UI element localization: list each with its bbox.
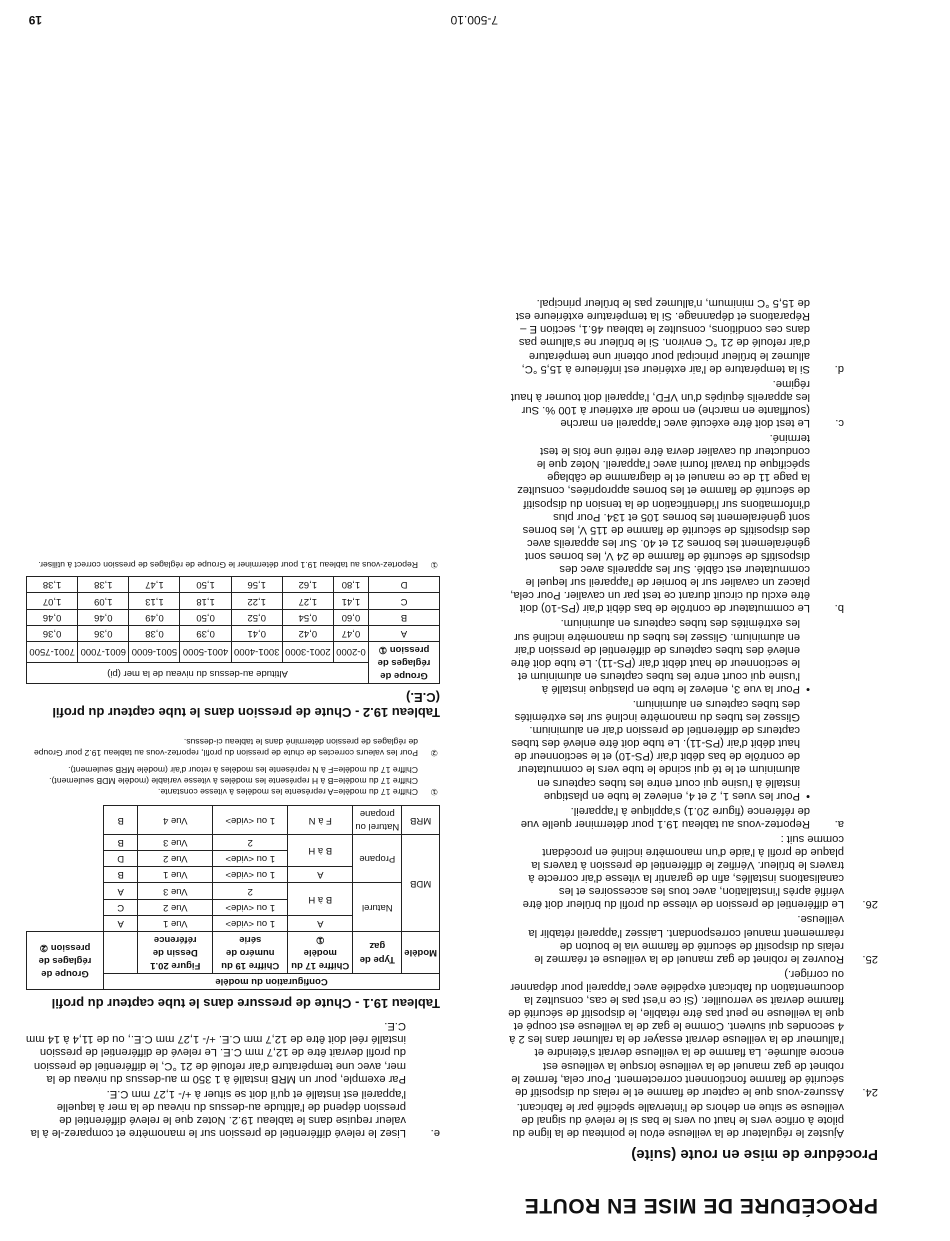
- table-cell: 2: [213, 835, 288, 851]
- substep-letter: a.: [834, 817, 844, 830]
- table-header: [288, 931, 353, 973]
- bullet-icon: •: [806, 789, 810, 802]
- substep-letter: b.: [834, 602, 844, 615]
- substep-a: [508, 616, 844, 830]
- substep-text: Reportez-vous au tableau 19.1 pour déterminer quelle vue de référence (figure 20.1) s'applique à l'appareil.: [520, 804, 810, 830]
- paragraph: Ajustez le régulateur de la veilleuse et/ou le pointeau de la ligne du pilote à orifice vers le haut ou vers le bas si le relevé du signal de veilleuse se situe en dehors de l'intervalle spécifié par le fabricant.: [512, 1100, 844, 1139]
- table-cell: 1,47: [129, 577, 180, 593]
- table-cell: D: [104, 851, 138, 867]
- table-cell: 1,27: [282, 593, 333, 609]
- table-cell: A: [288, 915, 353, 931]
- page-number: 19: [28, 13, 42, 27]
- table-cell: 2001-3000: [282, 641, 333, 662]
- table-cell: 1 ou <vide>: [213, 915, 288, 931]
- bullet-text: Pour la vue 3, enlevez le tube en plastique installé à l'usine qui court entre les tubes capteurs en aluminium et le sectionneur de haut débit d'air (PS-11). Le tube doit être enlevé des tubes capteurs de différentiel de pression d'air en aluminium. Glissez les tubes du manomètre incliné sur les extrémités des tubes capteurs en aluminium.: [510, 617, 800, 695]
- table-cell: 0,39: [180, 625, 231, 641]
- table-cell: B: [104, 835, 138, 851]
- table-cell: Vue 1: [138, 915, 213, 931]
- table-row: [27, 662, 440, 683]
- table-row: [27, 625, 440, 641]
- table-cell: 7001-7500: [27, 641, 78, 662]
- table-cell: Vue 3: [138, 883, 213, 899]
- table-cell: Naturel ou propane: [353, 806, 402, 835]
- table-cell: 0,54: [282, 609, 333, 625]
- example-text: Par exemple, pour un MRB installé à 1 350 m au-dessus du niveau de la mer, avec une température d'air refoulé de 21 °C, le différentiel de pression du profil devrait être de 12,7 mm C.E. Le relevé de différentiel de pression installé réel doit être de 12,7 mm C.E. +/- 1,27 mm C.E., ou de 11,4 à 14 mm C.E.: [25, 1020, 406, 1085]
- step-text: Le différentiel de pression de vitesse du profil du brûleur doit être vérifié après l'installation, avec tous les accessoires et les canalisations installés, afin de garantir la vitesse d'air correcte à travers le brûleur. Vérifiez le différentiel de pression à travers la plaque de profil à l'aide d'un manomètre incliné en procédant comme suit :: [522, 832, 844, 911]
- table-cell: 1,56: [231, 577, 282, 593]
- left-column: [508, 294, 878, 1139]
- table-cell: 0-2000: [333, 641, 368, 662]
- table-cell: Vue 2: [138, 851, 213, 867]
- table-header: Modèle: [402, 931, 440, 973]
- table-cell: 5001-6000: [129, 641, 180, 662]
- table-cell: Vue 4: [138, 806, 213, 835]
- footnote-text: Pour les valeurs correctes de chute de pression du profil, reportez-vous au tableau 19.2 pour Groupe de réglages de pression déterminé dans le tableau ci-dessus.: [33, 737, 418, 759]
- table-cell: 0,49: [129, 609, 180, 625]
- table-cell: 1,38: [78, 577, 129, 593]
- table-cell: 1 ou <vide>: [213, 899, 288, 915]
- substep-e: [22, 1019, 440, 1139]
- table-header: Type de gaz: [353, 931, 402, 973]
- table-cell: B: [104, 806, 138, 835]
- table-cell: 1,38: [27, 577, 78, 593]
- table-cell: A: [104, 915, 138, 931]
- table-19-1: [26, 805, 440, 990]
- step-text: Rouvrez le robinet de gaz manuel de la veilleuse et réarmez le relais du dispositif de sécurité de flamme via le bouton de réarmement manuel correspondant. Laissez l'appareil rétablir la veilleuse.: [528, 913, 844, 965]
- substep-d: [508, 296, 844, 375]
- table-cell: 1,50: [180, 577, 231, 593]
- footnote-3: [22, 559, 440, 570]
- table-cell: 6001-7000: [78, 641, 129, 662]
- table-cell: 1,62: [282, 577, 333, 593]
- table-cell: 0,47: [333, 625, 368, 641]
- table-cell: 2: [213, 883, 288, 899]
- section-subtitle: Procédure de mise en route (suite): [631, 1146, 878, 1163]
- footnote-text: Reportez-vous au tableau 19.1 pour déterminer le Groupe de réglages de pression correct à utiliser.: [38, 560, 418, 571]
- substep-letter: e.: [430, 1127, 440, 1139]
- footnote-marker: ①: [316, 933, 325, 945]
- bullet-item: [508, 697, 810, 802]
- table-cell: B: [369, 609, 440, 625]
- table-header: Altitude au-dessus du niveau de la mer (pi): [27, 662, 369, 683]
- doc-number: 7-500.10: [450, 13, 498, 27]
- table-cell: 0,52: [231, 609, 282, 625]
- table-cell: A: [104, 883, 138, 899]
- bullet-text: Pour les vues 1, 2 et 4, enlevez le tube en plastique installé à l'usine qui court entre les tubes capteurs en aluminium et le té qui scinde le tube vers le commutateur de contrôle de bas débit d'air (PS-10) et le sectionneur de haut débit d'air (PS-11). Le tube doit être enlevé des tubes capteurs de différentiel de pression d'air en aluminium. Glissez les tubes du manomètre incliné sur les extrémités des tubes capteurs en aluminium.: [511, 698, 800, 802]
- substep-text: Lisez le relevé différentiel de pression sur le manomètre et comparez-le à la valeur requise dans le tableau 19.2. Notez que le relevé différentiel de pression dépend de l'altitude au-dessus du niveau de la mer à laquelle l'appareil est installé et qu'il doit se situer à +/- 1,27 mm C.E.: [30, 1087, 406, 1139]
- table-cell: 3001-4000: [231, 641, 282, 662]
- table-row: [27, 577, 440, 593]
- table-cell: D: [369, 577, 440, 593]
- right-column: [22, 559, 440, 1139]
- header-text: Chiffre 17 du modèle: [291, 946, 350, 972]
- table-header: Configuration du modèle: [104, 974, 440, 990]
- table-row: [27, 609, 440, 625]
- substep-c: [508, 377, 844, 429]
- table-cell: C: [104, 899, 138, 915]
- table-header: Chiffre 19 du numéro de série: [213, 931, 288, 973]
- bullet-item: [508, 616, 810, 695]
- table-cell: 1,09: [78, 593, 129, 609]
- table-row: [27, 867, 440, 883]
- table-cell: 1,80: [333, 577, 368, 593]
- table-row: [27, 806, 440, 835]
- step-number: 26.: [862, 898, 878, 911]
- table-cell: 0,36: [27, 625, 78, 641]
- table-cell: B à H: [288, 835, 353, 867]
- table-cell: 0,50: [180, 609, 231, 625]
- table-cell: Propane: [353, 835, 402, 883]
- table-cell: 0,42: [282, 625, 333, 641]
- substep-text: Le test doit être exécuté avec l'appareil en marche (soufflante en marche) en mode air extérieur à 100 %. Sur les appareils équipés d'un VFD, l'appareil doit tourner à haut régime.: [510, 377, 810, 430]
- step-text: Assurez-vous que le capteur de flamme et le relais du dispositif de sécurité de flamme fonctionnent correctement. Pour cela, fermez le robinet de gaz manuel de la veilleuse lorsque la veilleuse est encore allumée. La flamme de la veilleuse devrait s'éteindre et l'allumeur de la veilleuse devrait essayer de la rallumer dans les 2 à 4 secondes qui suivent. Comme le gaz de la veilleuse est coupé et que la veilleuse ne peut pas être rétablie, le dispositif de sécurité de flamme devrait se verrouiller. (Si ce n'est pas le cas, consultez la documentation du fabricant expédiée avec l'appareil pour dépanner ou corriger.): [508, 967, 844, 1098]
- footnote-marker: ①: [430, 560, 438, 571]
- table-cell: B: [104, 867, 138, 883]
- step-24: [508, 967, 878, 1098]
- table-cell: A: [369, 625, 440, 641]
- step-25: [508, 912, 878, 964]
- table-header: Groupe de réglages de pression ①: [369, 641, 440, 683]
- table-cell: Vue 1: [138, 867, 213, 883]
- page-title: PROCÉDURE DE MISE EN ROUTE: [524, 1194, 878, 1217]
- table-row: [27, 915, 440, 931]
- table-cell: Vue 3: [138, 835, 213, 851]
- table-header: Figure 20.1 Dessin de référence: [138, 931, 213, 973]
- table-cell: 1,22: [231, 593, 282, 609]
- table-cell: 0,46: [27, 609, 78, 625]
- table-cell: 0,36: [78, 625, 129, 641]
- table-header: Groupe de réglages de pression ②: [27, 931, 104, 989]
- footnote-marker: ①: [430, 787, 438, 798]
- table-cell: 0,41: [231, 625, 282, 641]
- table-cell: 0,60: [333, 609, 368, 625]
- table-19-2-title: Tableau 19.2 - Chute de pression dans le tube capteur du profil (C.E.): [52, 690, 440, 721]
- step-26: [508, 296, 878, 910]
- table-cell: MRB: [402, 806, 440, 835]
- table-19-2: [26, 576, 440, 684]
- table-cell: F à N: [288, 806, 353, 835]
- substep-text: Le commutateur de contrôle de bas débit d'air (PS-10) doit être exclu du circuit durant ce test par un cavalier. Pour cela, placez un cavalier sur le bornier de l'appareil sur lequel le commutateur est câblé. Sur les appareils avec des dispositifs de sécurité de flamme de 24 V, les bornes sont généralement les bornes 21 et 40. Sur les appareils avec des dispositifs de sécurité de flamme de 115 V, les bornes sont généralement les bornes 105 et 134. Pour plus d'informations sur l'identification de la tension du dispositif de sécurité de flamme et les bornes appropriées, consultez la page 11 de ce manuel et le diagramme de câblage spécifique du travail fourni avec l'appareil. Notez que le conducteur du cavalier devra être retiré une fois le test terminé.: [510, 432, 810, 615]
- substep-b: [508, 431, 844, 614]
- table-cell: 0,46: [78, 609, 129, 625]
- step-number: 25.: [862, 952, 878, 965]
- footnote-line: Chiffre 17 du modèle=B à H représente les modèles à vitesse variable (modèle MDB seulement).: [49, 776, 418, 787]
- table-cell: 1,07: [27, 593, 78, 609]
- bullet-icon: •: [806, 682, 810, 695]
- table-cell: A: [288, 867, 353, 883]
- table-cell: B à H: [288, 883, 353, 915]
- table-cell: Vue 2: [138, 899, 213, 915]
- table-cell: 1 ou <vide>: [213, 851, 288, 867]
- footnote-2: [22, 736, 440, 758]
- table-cell: Naturel: [353, 883, 402, 931]
- substep-text: Si la température de l'air extérieur est inférieure à 15,5 °C, allumez le brûleur principal pour obtenir une température d'air refoulé de 21 °C environ. Si le brûleur ne s'allume pas dans ces conditions, consultez le tableau 46.1, section E – Réparations et dépannage. Si la température extérieure est de 15,5 °C minimum, n'allumez pas le brûleur principal.: [515, 297, 810, 375]
- substep-letter: d.: [834, 362, 844, 375]
- table-cell: MDB: [402, 835, 440, 932]
- table-row: [27, 974, 440, 990]
- footnote-marker: ②: [430, 748, 438, 759]
- table-cell: 1,41: [333, 593, 368, 609]
- substep-letter: c.: [835, 417, 844, 430]
- table-cell: 1 ou <vide>: [213, 867, 288, 883]
- table-cell: C: [369, 593, 440, 609]
- table-cell: 1 ou <vide>: [213, 806, 288, 835]
- table-cell: 1,13: [129, 593, 180, 609]
- step-number: 24.: [862, 1085, 878, 1098]
- footnote-line: Chiffre 17 du modèle=F à N représente les modèles à retour d'air (modèle MRB seulement).: [68, 765, 418, 776]
- table-row: [27, 593, 440, 609]
- table-cell: 4001-5000: [180, 641, 231, 662]
- table-cell: 0,38: [129, 625, 180, 641]
- table-19-1-title: Tableau 19.1 - Chute de pressure dans le tube capteur du profil: [51, 996, 440, 1012]
- footnote-1: [22, 764, 440, 797]
- footnote-line: Chiffre 17 du modèle=A représente les modèles à vitesse constante.: [158, 787, 418, 798]
- table-cell: 1,18: [180, 593, 231, 609]
